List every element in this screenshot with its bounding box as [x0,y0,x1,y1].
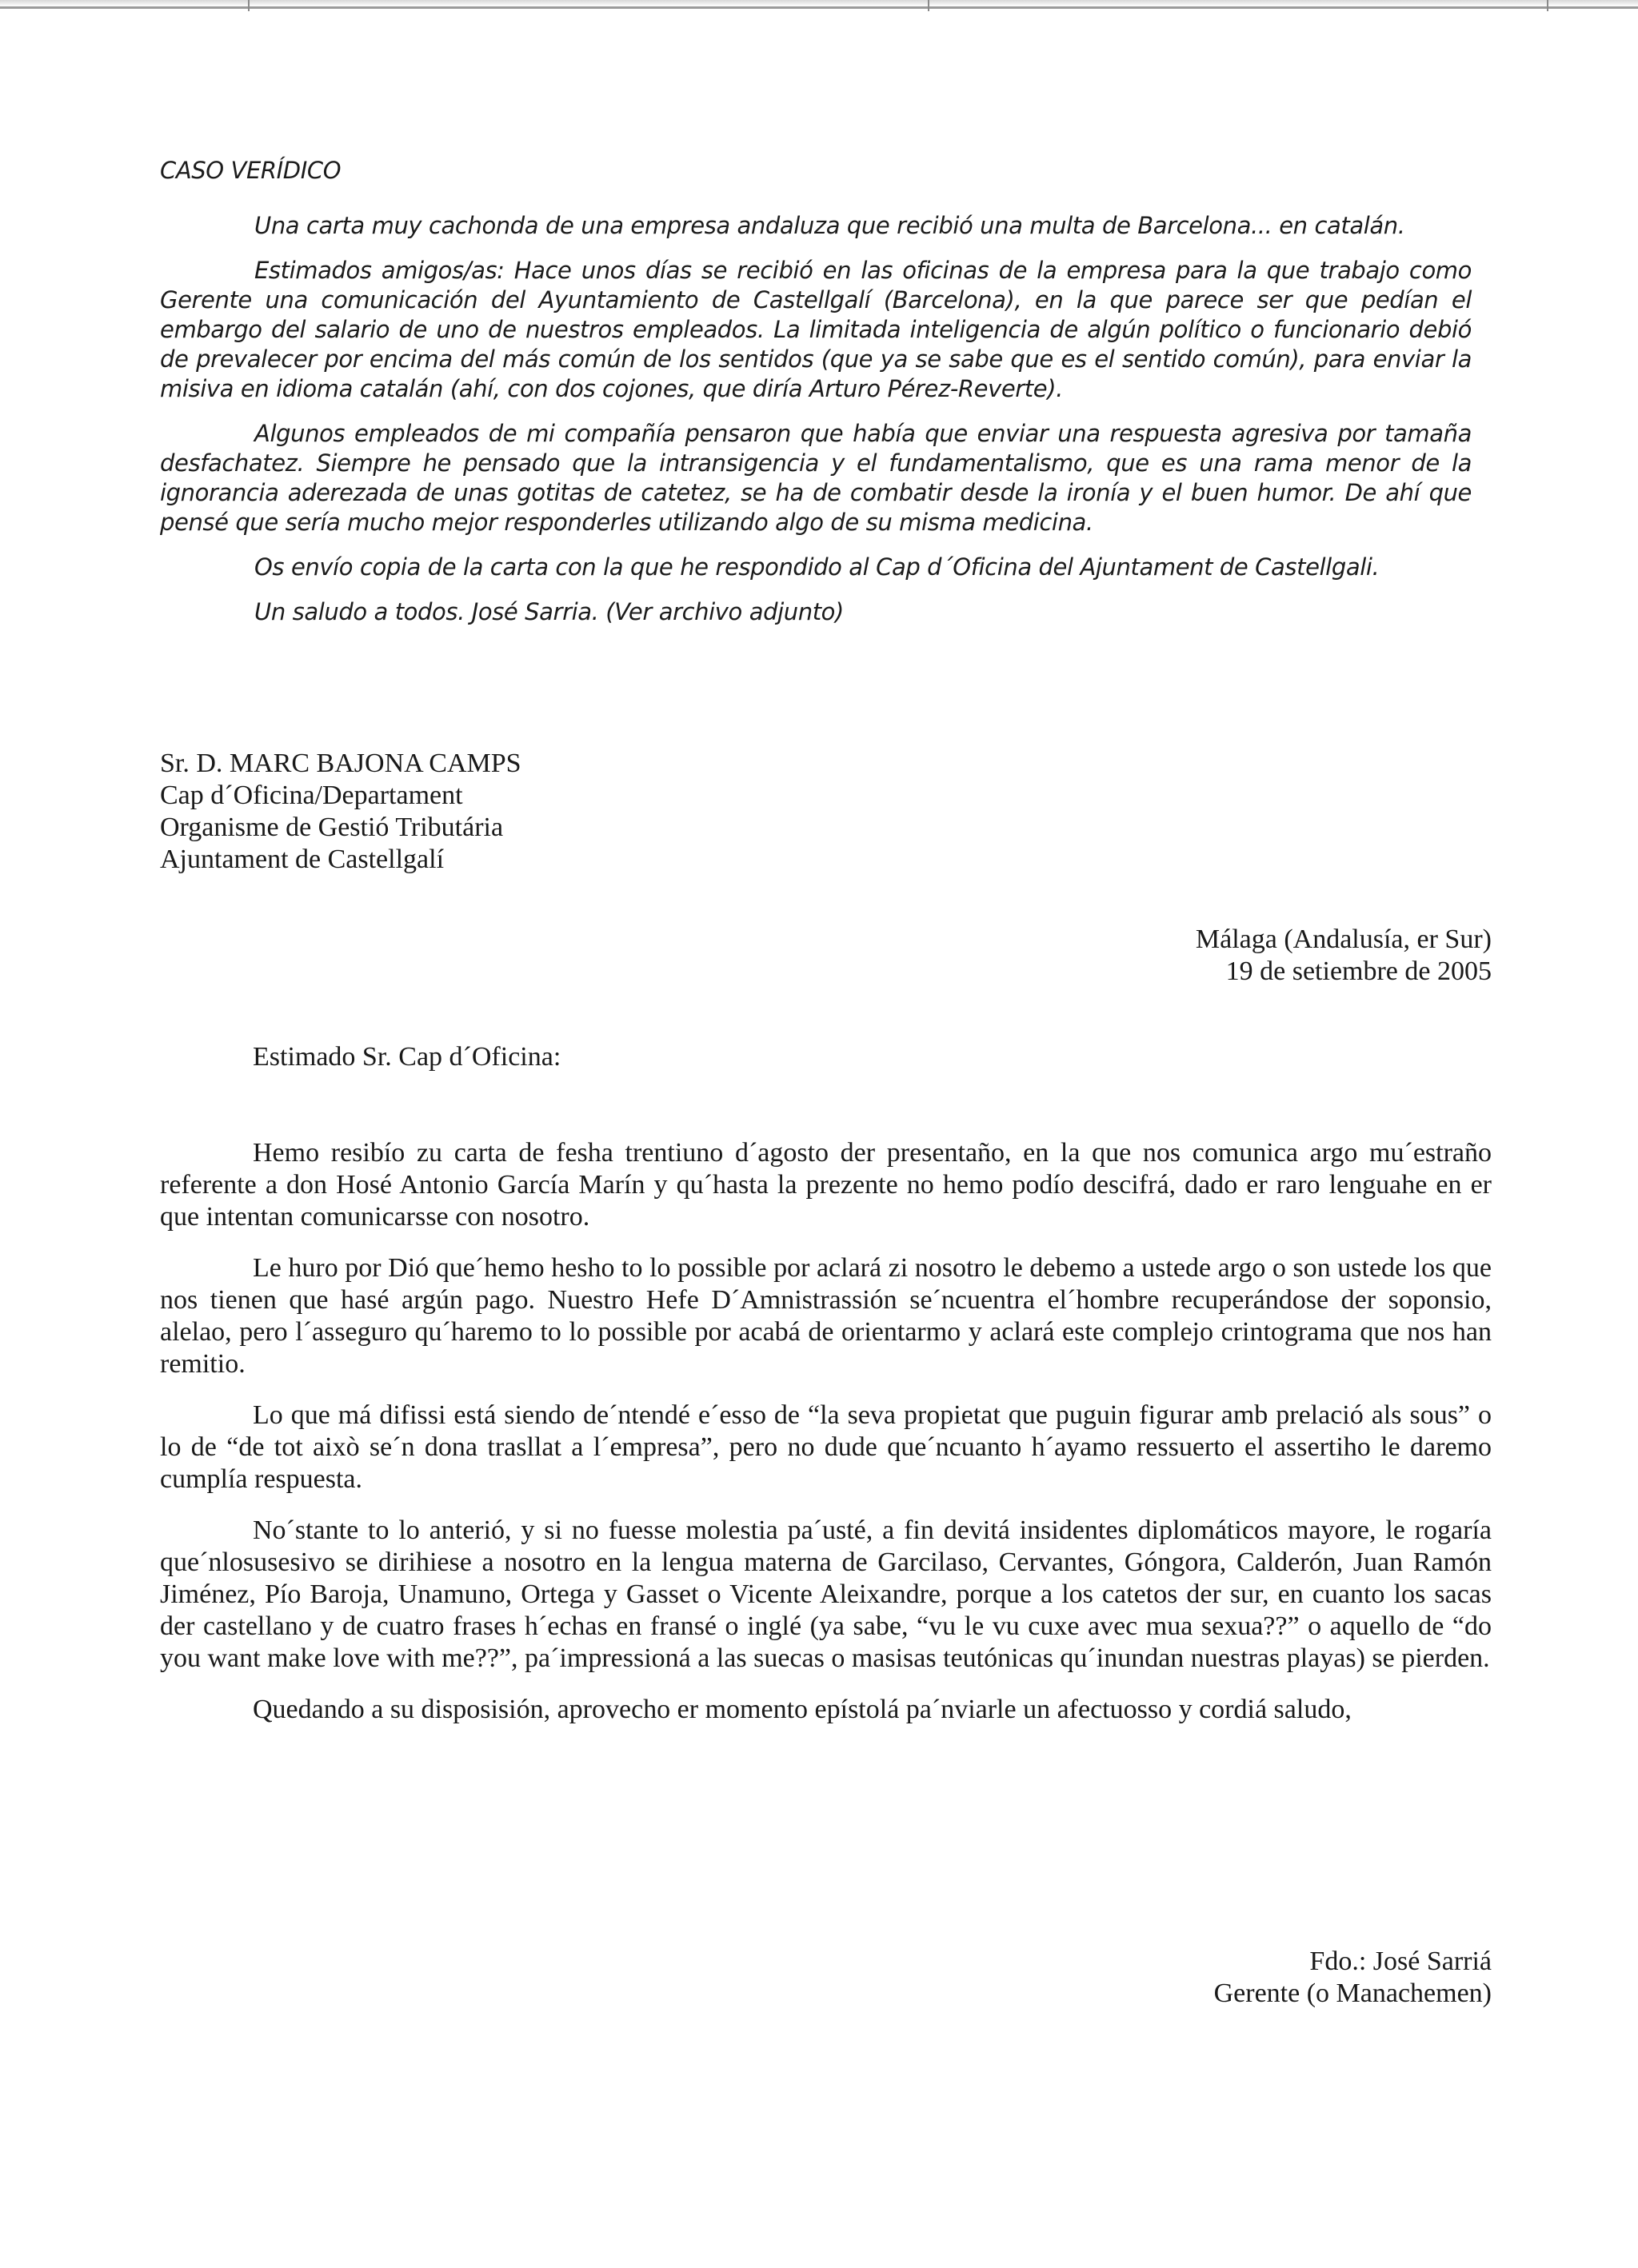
letter-paragraph: Quedando a su disposisión, aprovecho er momento epístolá pa´nviarle un afectuosso y cordiá saludo, [253,1695,1352,1724]
signature-name: Fdo.: José Sarriá [1309,1947,1492,1976]
scan-mark [928,0,929,11]
letter-paragraph: No´stante to lo anterió, y si no fuesse molestia pa´usté, a fin devitá insidentes diplomáticos mayore, le rogaría que´nlosusesivo se dirihiese a nosotro en la lengua materna de Garcilaso, Cervantes, Góngora, Calderón, Juan Ramón Jiménez, Pío Baroja, Unamuno, Ortega y Gasset o Vicente Aleixandre, porque a los catetos der sur, en cuanto los sacas der castellano y de cuatro frases h´echas en fransé o inglé (ya sabe, “vu le vu cuxe avec mua sexua??” o aquello de “do you want make love with me??”, pa´impressioná a las suecas o masisas teutónicas qu´inundan nuestras playas) se pierden. [160,1515,1492,1673]
intro-paragraph: Un saludo a todos. José Sarria. (Ver archivo adjunto) [254,598,844,625]
letter-date: 19 de setiembre de 2005 [1225,956,1492,986]
letter-paragraph: Hemo resibío zu carta de fesha trentiuno d´agosto der presentaño, en la que nos comunica argo mu´estraño referente a don Hosé Antonio García Marín y qu´hasta la prezente no hemo podío descifrá, dado er raro lenguahe en er que intentan comunicarsse con nosotro. [160,1138,1492,1232]
addressee-line: Sr. D. MARC BAJONA CAMPS [160,749,521,778]
intro-note [160,156,1472,642]
addressee-line: Cap d´Oficina/Departament [160,781,463,810]
signature-block [1214,1946,1492,2010]
letter-paragraph: Le huro por Dió que´hemo hesho to lo possible por aclará zi nosotro le debemo a ustede argo o son ustede los que nos tienen que hasé argún pago. Nuestro Hefe D´Amnistrassión se´ncuentra el´hombre recuperándose der soponsio, alelao, pero l´asseguro qu´haremo to lo possible por acabá de orientarmo y aclará este complejo crintograma que nos han remitio. [160,1253,1492,1379]
intro-paragraph: Estimados amigos/as: Hace unos días se recibió en las oficinas de la empresa para la que trabajo como Gerente una comunicación del Ayuntamiento de Castellgalí (Barcelona), en la que parece ser que pedían el embargo del salario de uno de nuestros empleados. La limitada inteligencia de algún político o funcionario debió de prevalecer por encima del más común de los sentidos (que ya se sabe que es el sentido común), para enviar la misiva en idioma catalán (ahí, con dos cojones, que diría Arturo Pérez-Reverte). [160,257,1472,402]
intro-heading: CASO VERÍDICO [160,157,342,184]
addressee-line: Ajuntament de Castellgalí [160,845,445,874]
scan-mark [248,0,250,11]
intro-paragraph: Os envío copia de la carta con la que he respondido al Cap d´Oficina del Ajuntament de Castellgali. [254,553,1380,581]
letter-place: Málaga (Andalusía, er Sur) [1195,924,1492,954]
addressee-block [160,748,521,876]
scan-mark [1547,0,1548,11]
signature-title: Gerente (o Manachemen) [1213,1979,1492,2008]
scan-edge [0,0,1638,9]
intro-paragraph: Algunos empleados de mi compañía pensaron que había que enviar una respuesta agresiva por tamaña desfachatez. Siempre he pensado que la intransigencia y el fundamentalismo, que es una rama menor de la ignorancia aderezada de unas gotitas de catetez, se ha de combatir desde la ironía y el buen humor. De ahí que pensé que sería mucho mejor responderles utilizando algo de su misma medicina. [160,420,1472,536]
intro-paragraph: Una carta muy cachonda de una empresa andaluza que recibió una multa de Barcelona... en catalán. [254,212,1405,239]
letter-salutation: Estimado Sr. Cap d´Oficina: [253,1042,561,1072]
addressee-line: Organisme de Gestió Tributária [160,813,504,842]
letter-body [160,1137,1492,1745]
place-date-block [1196,924,1492,988]
letter-paragraph: Lo que má difissi está siendo de´ntendé e´esso de “la seva propietat que puguin figurar amb prelació als sous” o lo de “de tot això se´n dona trasllat a l´empresa”, pero no dude que´ncuanto h´ayamo ressuerto el assertiho le daremo cumplía respuesta. [160,1400,1492,1494]
